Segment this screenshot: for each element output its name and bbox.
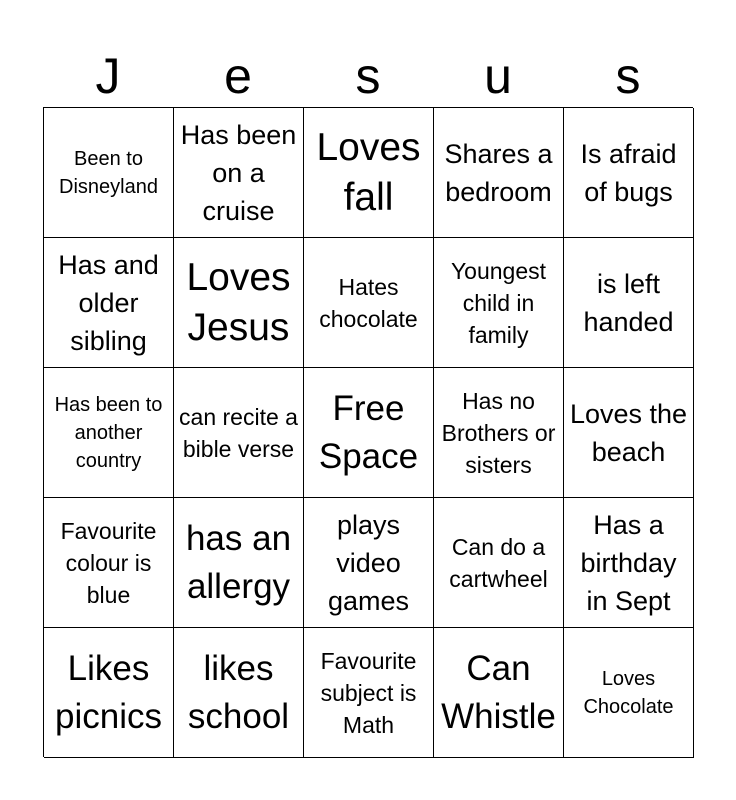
cell-text: Has a birthday in Sept <box>580 509 677 616</box>
cell-text: Youngest child in family <box>450 257 547 348</box>
bingo-cell[interactable] <box>304 238 434 368</box>
bingo-cell[interactable] <box>434 628 564 758</box>
cell-text: plays video games <box>327 509 410 616</box>
bingo-cell[interactable] <box>44 498 174 628</box>
cell-text: Free Space <box>318 388 419 476</box>
bingo-cell[interactable] <box>434 108 564 238</box>
cell-text: has an allergy <box>185 518 292 606</box>
bingo-cell[interactable] <box>174 238 304 368</box>
bingo-cell[interactable] <box>434 238 564 368</box>
cell-text: Loves Chocolate <box>583 667 674 718</box>
bingo-header <box>43 44 693 108</box>
cell-text: Has been on a cruise <box>180 119 297 226</box>
bingo-cell[interactable] <box>44 108 174 238</box>
bingo-cell[interactable] <box>44 368 174 498</box>
bingo-cell[interactable] <box>304 108 434 238</box>
bingo-cell[interactable] <box>174 108 304 238</box>
cell-text: Been to Disneyland <box>59 147 158 198</box>
cell-text: Has no Brothers or sisters <box>441 387 556 478</box>
cell-text: Loves Jesus <box>186 255 291 349</box>
cell-text: Can do a cartwheel <box>449 533 548 592</box>
bingo-cell[interactable] <box>44 238 174 368</box>
cell-text: Favourite colour is blue <box>60 517 157 608</box>
cell-text: Shares a bedroom <box>444 138 553 207</box>
cell-text: Has been to another country <box>54 393 163 472</box>
header-letter-s2: s <box>615 48 641 104</box>
cell-text: Favourite subject is Math <box>320 647 417 738</box>
free-space-cell[interactable] <box>304 368 434 498</box>
cell-text: can recite a bible verse <box>179 403 298 462</box>
bingo-cell[interactable] <box>304 628 434 758</box>
bingo-cell[interactable] <box>564 108 694 238</box>
header-letter-u: u <box>484 48 512 104</box>
bingo-cell[interactable] <box>564 628 694 758</box>
cell-text: Loves the beach <box>569 398 688 467</box>
header-letter-e: e <box>224 48 252 104</box>
cell-text: Likes picnics <box>55 648 162 736</box>
cell-text: Can Whistle <box>441 648 556 736</box>
header-letter-s: s <box>355 48 381 104</box>
bingo-cell[interactable] <box>434 368 564 498</box>
bingo-cell[interactable] <box>44 628 174 758</box>
bingo-cell[interactable] <box>304 498 434 628</box>
bingo-cell[interactable] <box>564 498 694 628</box>
cell-text: likes school <box>187 648 290 736</box>
bingo-cell[interactable] <box>434 498 564 628</box>
bingo-cell[interactable] <box>564 368 694 498</box>
header-letter-j: J <box>95 48 121 104</box>
bingo-cell[interactable] <box>174 368 304 498</box>
cell-text: is left handed <box>583 268 674 337</box>
bingo-grid <box>43 107 693 757</box>
cell-text: Loves fall <box>316 125 421 219</box>
bingo-cell[interactable] <box>564 238 694 368</box>
bingo-cell[interactable] <box>174 628 304 758</box>
cell-text: Is afraid of bugs <box>580 138 677 207</box>
bingo-cell[interactable] <box>174 498 304 628</box>
cell-text: Has and older sibling <box>58 249 159 356</box>
cell-text: Hates chocolate <box>319 273 418 332</box>
